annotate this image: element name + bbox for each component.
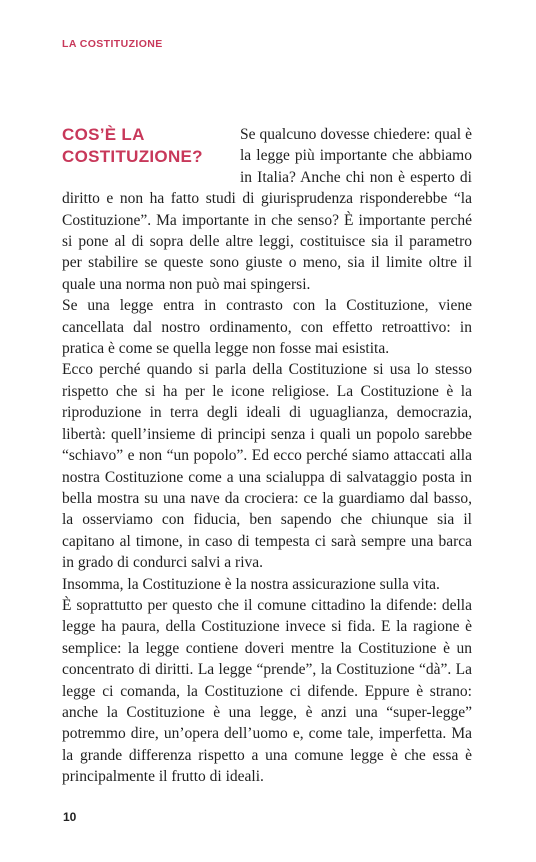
paragraph-difesa-cittadino: È soprattutto per questo che il comune cittadino la difende: della legge ha paura, della Costituzione invece si fida. E la ragione è semplice: la legge contiene doveri mentre la Costituzione è un concentrato di diritti. La legge “prende”, la Costituzione “dà”. La legge ci comanda, la Costituzione ci difende. Eppure è strano: anche la Costituzione è una legge, è anzi una “super-legge” potremmo dire, un’opera dell’uomo e, come tale, imperfetta. Ma la grande differenza rispetto a una comune legge è che essa è principalmente il frutto di ideali. (62, 596, 472, 786)
main-text-block (62, 124, 472, 788)
page-number: 10 (63, 810, 77, 824)
section-heading-line-1: COS’È LA (62, 125, 145, 144)
paragraph-contrasto: Se una legge entra in contrasto con la Costituzione, viene cancellata dal nostro ordinamento, con effetto retroattivo: in pratica è come se quella legge non fosse mai esistita. (62, 297, 472, 358)
paragraph-intro: Se qualcuno dovesse chiedere: qual è la legge più importante che abbiamo in Italia? Anche chi non è esperto di diritto e non ha fatto studi di giurisprudenza risponderebbe “la Costituzione”. Ma importante in che senso? È importante perché si pone al di sopra delle altre leggi, costituisce sia il parametro per stabilire se queste sono giuste o meno, sia il limite oltre il quale una norma non può mai spingersi. (62, 126, 472, 293)
section-heading-line-2: COSTITUZIONE? (62, 147, 203, 166)
section-heading (62, 124, 228, 168)
paragraph-assicurazione: Insomma, la Costituzione è la nostra assicurazione sulla vita. (62, 575, 440, 593)
paragraph-icone-religiose: Ecco perché quando si parla della Costituzione si usa lo stesso rispetto che si ha per le icone religiose. La Costituzione è la riproduzione in terra degli ideali di uguaglianza, democrazia, libertà: quell’insieme di principi senza i quali un popolo sarebbe “schiavo” e non “un popolo”. Ed ecco perché siamo attaccati alla nostra Costituzione come a una scialuppa di salvataggio posta in bella mostra su una nave da crociera: ce la guardiamo dal basso, la osserviamo con fiducia, ben sapendo che chiunque sia il capitano al timone, in caso di tempesta ci sarà sempre una barca in grado di condurci salvi a riva. (62, 361, 472, 572)
running-header-title: LA COSTITUZIONE (62, 38, 163, 50)
